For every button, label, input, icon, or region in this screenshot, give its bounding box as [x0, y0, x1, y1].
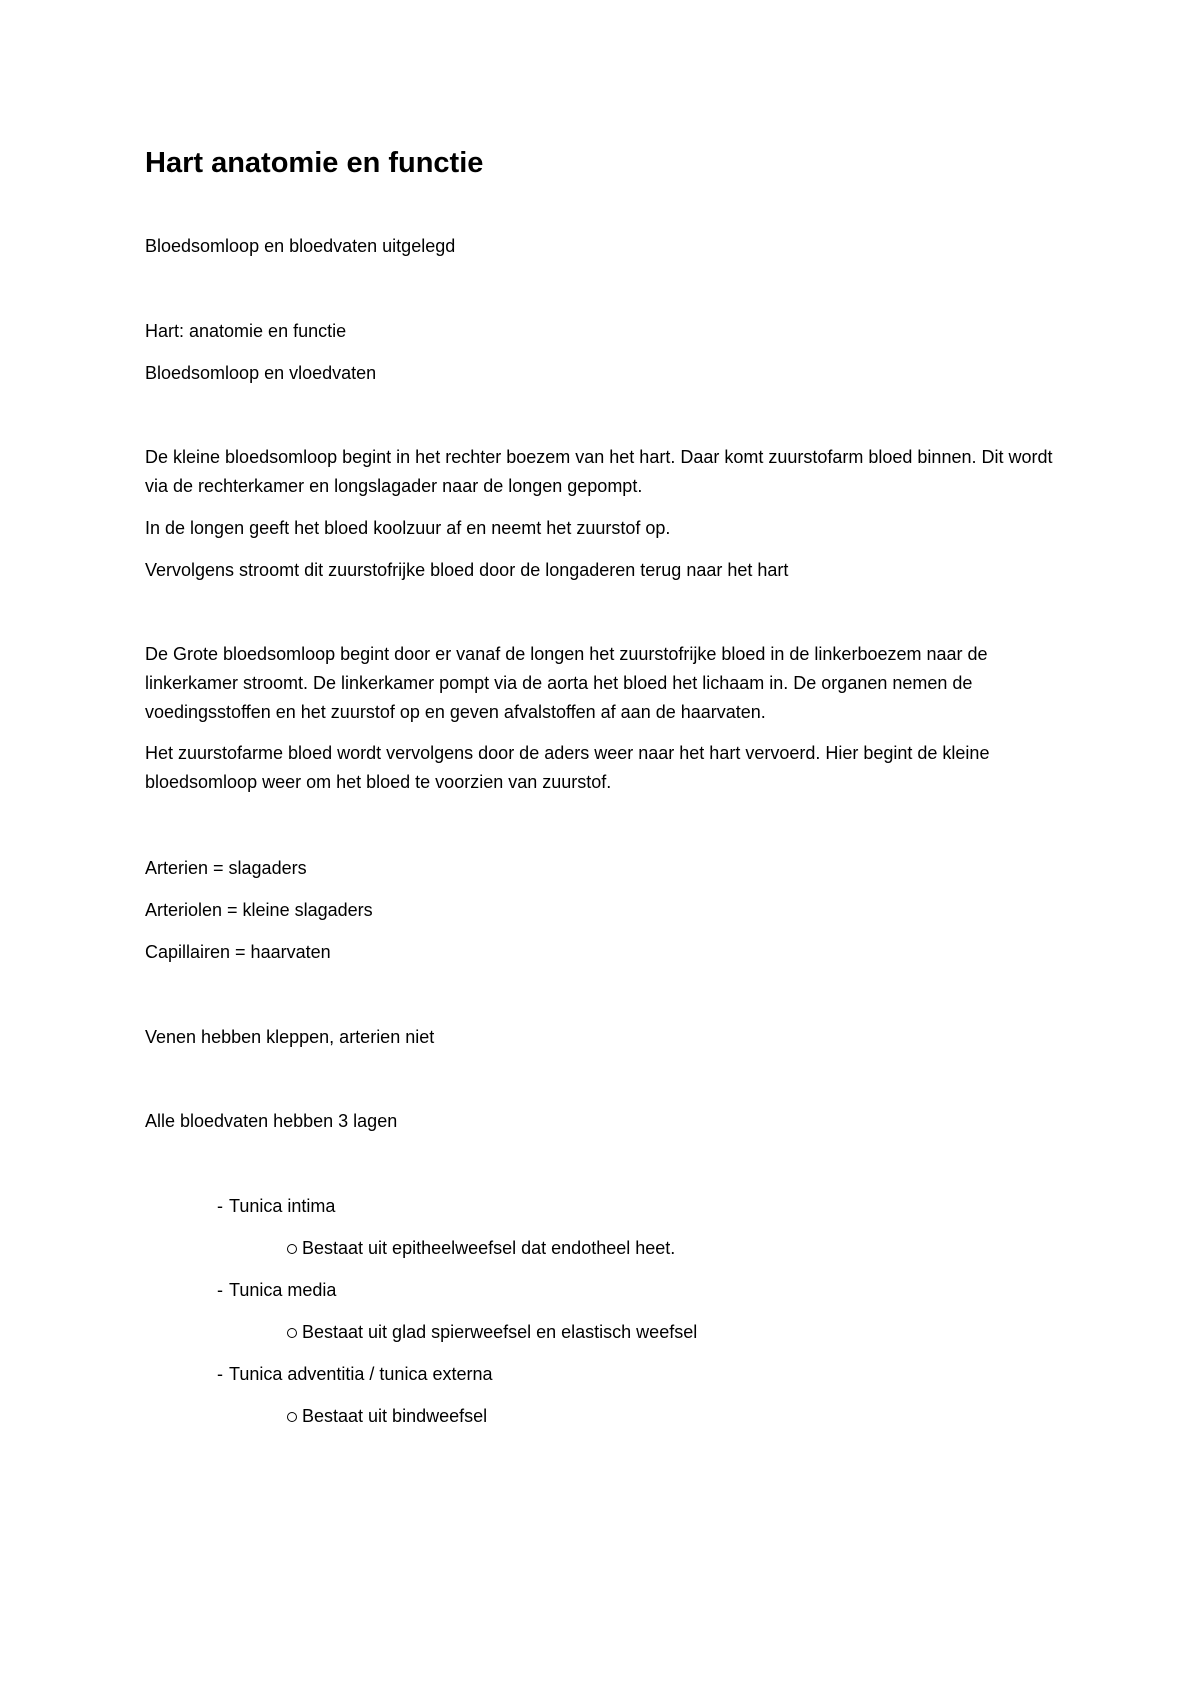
layer-detail [287, 1234, 675, 1263]
small-circulation-paragraph-3: Vervolgens stroomt dit zuurstofrijke bloed door de longaderen terug naar het hart [145, 560, 789, 580]
layer-item [217, 1360, 493, 1389]
layer-item [217, 1192, 335, 1221]
heading-circulation: Bloedsomloop en vloedvaten [145, 363, 377, 383]
layer-item [217, 1276, 336, 1305]
large-circulation-paragraph-1: De Grote bloedsomloop begint door er vanaf de longen het zuurstofrijke bloed in de linkerboezem naar de linkerkamer stroomt. De linkerkamer pompt via de aorta het bloed het lichaam in. De organen nemen de voedingsstoffen en het zuurstof op en geven afvalstoffen af aan de haarvaten. [145, 644, 988, 722]
small-circulation-paragraph-1: De kleine bloedsomloop begint in het rechter boezem van het hart. Daar komt zuurstofarm bloed binnen. Dit wordt via de rechterkamer en longslagader naar de longen gepompt. [145, 447, 1053, 496]
layer-name: Tunica media [229, 1280, 337, 1300]
document-title: Hart anatomie en functie [145, 147, 484, 179]
definition-item: Arteriolen = kleine slagaders [145, 900, 373, 920]
circle-bullet-icon [287, 1244, 297, 1254]
layer-detail [287, 1402, 487, 1431]
layer-detail-text: Bestaat uit bindweefsel [302, 1406, 488, 1426]
layer-name: Tunica intima [229, 1196, 336, 1216]
veins-note: Venen hebben kleppen, arterien niet [145, 1027, 435, 1047]
dash-marker: - [217, 1196, 223, 1216]
heading-heart: Hart: anatomie en functie [145, 321, 347, 341]
definition-item: Arterien = slagaders [145, 858, 307, 878]
small-circulation-paragraph-2: In de longen geeft het bloed koolzuur af en neemt het zuurstof op. [145, 518, 671, 538]
dash-marker: - [217, 1364, 223, 1384]
document-subtitle: Bloedsomloop en bloedvaten uitgelegd [145, 236, 456, 256]
definition-item: Capillairen = haarvaten [145, 942, 331, 962]
layers-intro: Alle bloedvaten hebben 3 lagen [145, 1111, 398, 1131]
large-circulation-paragraph-2: Het zuurstofarme bloed wordt vervolgens door de aders weer naar het hart vervoerd. Hier begint de kleine bloedsomloop weer om het bloed te voorzien van zuurstof. [145, 743, 990, 792]
layer-detail-text: Bestaat uit epitheelweefsel dat endotheel heet. [302, 1238, 676, 1258]
dash-marker: - [217, 1280, 223, 1300]
layer-detail-text: Bestaat uit glad spierweefsel en elastisch weefsel [302, 1322, 698, 1342]
circle-bullet-icon [287, 1328, 297, 1338]
layer-name: Tunica adventitia / tunica externa [229, 1364, 493, 1384]
layer-detail [287, 1318, 697, 1347]
circle-bullet-icon [287, 1412, 297, 1422]
